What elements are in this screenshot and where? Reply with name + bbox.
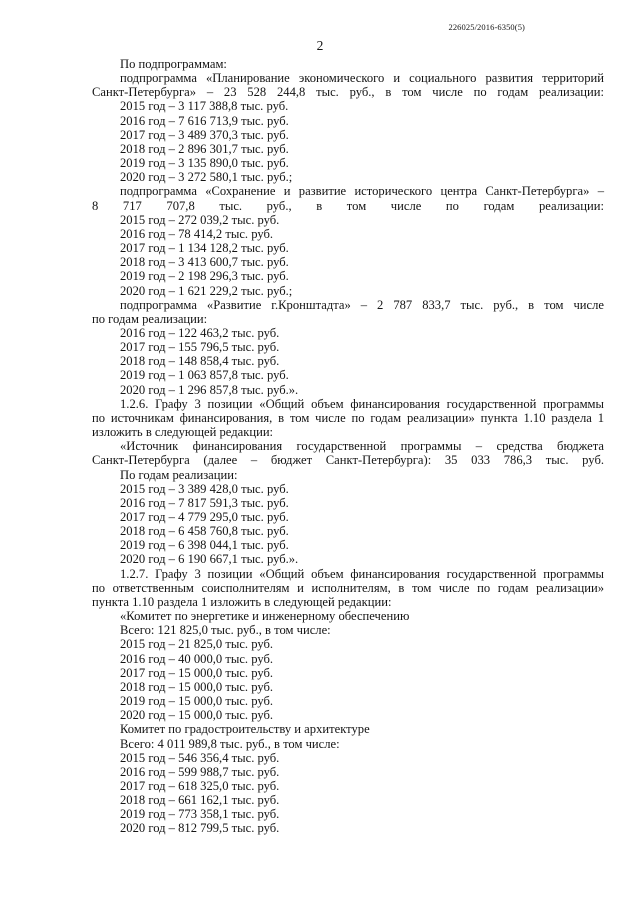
text-line: 2018 год – 2 896 301,7 тыс. руб. [120, 141, 289, 156]
text-line: 2020 год – 1 296 857,8 тыс. руб.». [120, 382, 299, 397]
text-line: 2019 год – 2 198 296,3 тыс. руб. [120, 269, 289, 284]
text-line: 2020 год – 15 000,0 тыс. руб. [120, 708, 274, 723]
text-line: подпрограмма «Развитие г.Кронштадта» – 2 787 833,7 тыс. руб., в том числе [120, 297, 604, 312]
text-line: 2017 год – 1 134 128,2 тыс. руб. [120, 241, 289, 256]
text-line: 2017 год – 155 796,5 тыс. руб. [120, 340, 280, 355]
text-line: 2016 год – 40 000,0 тыс. руб. [120, 651, 274, 666]
text-line: По подпрограммам: [120, 57, 227, 71]
text-line: 2016 год – 7 817 591,3 тыс. руб. [120, 495, 289, 510]
text-line: 2017 год – 15 000,0 тыс. руб. [120, 665, 274, 680]
text-line: 2018 год – 6 458 760,8 тыс. руб. [120, 524, 289, 539]
page-number: 2 [316, 38, 324, 53]
text-line: подпрограмма «Планирование экономического и социального развития территорий [120, 71, 604, 86]
text-line: Комитет по градостроительству и архитектуре [120, 722, 370, 737]
text-line: Санкт-Петербурга (далее – бюджет Санкт-Петербурга): 35 033 786,3 тыс. руб. [92, 453, 604, 468]
text-line: 2020 год – 3 272 580,1 тыс. руб.; [120, 170, 293, 185]
text-line: 2018 год – 3 413 600,7 тыс. руб. [120, 255, 289, 270]
text-line: 1.2.6. Графу 3 позиции «Общий объем финансирования государственной программы [120, 396, 604, 411]
text-line: 2018 год – 661 162,1 тыс. руб. [120, 793, 280, 808]
text-line: 2017 год – 4 779 295,0 тыс. руб. [120, 510, 289, 524]
text-line: Всего: 4 011 989,8 тыс. руб., в том числе: [120, 736, 340, 751]
text-line: Всего: 121 825,0 тыс. руб., в том числе: [120, 623, 331, 638]
text-line: 2018 год – 148 858,4 тыс. руб. [120, 354, 280, 369]
text-line: по ответственным соисполнителям и исполнителям, в том числе по годам реализации» [92, 580, 604, 595]
text-line: 2015 год – 272 039,2 тыс. руб. [120, 212, 280, 227]
text-line: 2019 год – 6 398 044,1 тыс. руб. [120, 538, 289, 553]
text-line: 2018 год – 15 000,0 тыс. руб. [120, 679, 274, 694]
text-line: 2015 год – 21 825,0 тыс. руб. [120, 637, 274, 652]
text-line: 2020 год – 1 621 229,2 тыс. руб.; [120, 283, 293, 298]
text-line: По годам реализации: [120, 467, 238, 482]
text-line: 2016 год – 7 616 713,9 тыс. руб. [120, 113, 289, 128]
text-line: 2015 год – 3 117 388,8 тыс. руб. [120, 99, 289, 114]
text-line: 8 717 707,8 тыс. руб., в том числе по годам реализации: [92, 198, 604, 213]
text-line: 2016 год – 122 463,2 тыс. руб. [120, 325, 280, 340]
text-line: 2015 год – 546 356,4 тыс. руб. [120, 750, 280, 765]
text-line: 2017 год – 618 325,0 тыс. руб. [120, 778, 280, 793]
text-line: по годам реализации: [92, 311, 208, 326]
text-line: 1.2.7. Графу 3 позиции «Общий объем финансирования государственной программы [120, 566, 604, 581]
text-line: 2015 год – 3 389 428,0 тыс. руб. [120, 481, 289, 496]
text-line: изложить в следующей редакции: [92, 425, 274, 440]
text-line: 2020 год – 812 799,5 тыс. руб. [120, 821, 280, 836]
text-line: по источникам финансирования, в том числе по годам реализации» пункта 1.10 раздела 1 [92, 410, 604, 425]
text-line: 2019 год – 15 000,0 тыс. руб. [120, 694, 274, 709]
text-line: 2016 год – 78 414,2 тыс. руб. [120, 226, 274, 241]
text-line: 2017 год – 3 489 370,3 тыс. руб. [120, 127, 289, 142]
document-body [92, 57, 604, 836]
text-line: «Источник финансирования государственной программы – средства бюджета [120, 439, 604, 454]
document-number: 226025/2016-6350(5) [448, 22, 525, 32]
text-line: Санкт-Петербурга» – 23 528 244,8 тыс. руб., в том числе по годам реализации: [92, 85, 604, 100]
text-line: 2019 год – 1 063 857,8 тыс. руб. [120, 368, 289, 383]
text-line: пункта 1.10 раздела 1 изложить в следующей редакции: [92, 594, 392, 609]
text-line: 2016 год – 599 988,7 тыс. руб. [120, 764, 280, 779]
text-line: подпрограмма «Сохранение и развитие исторического центра Санкт-Петербурга» – [120, 184, 604, 199]
text-line: 2019 год – 773 358,1 тыс. руб. [120, 807, 280, 822]
text-line: 2019 год – 3 135 890,0 тыс. руб. [120, 156, 289, 171]
text-line: 2020 год – 6 190 667,1 тыс. руб.». [120, 552, 299, 567]
text-line: «Комитет по энергетике и инженерному обеспечению [120, 609, 410, 624]
